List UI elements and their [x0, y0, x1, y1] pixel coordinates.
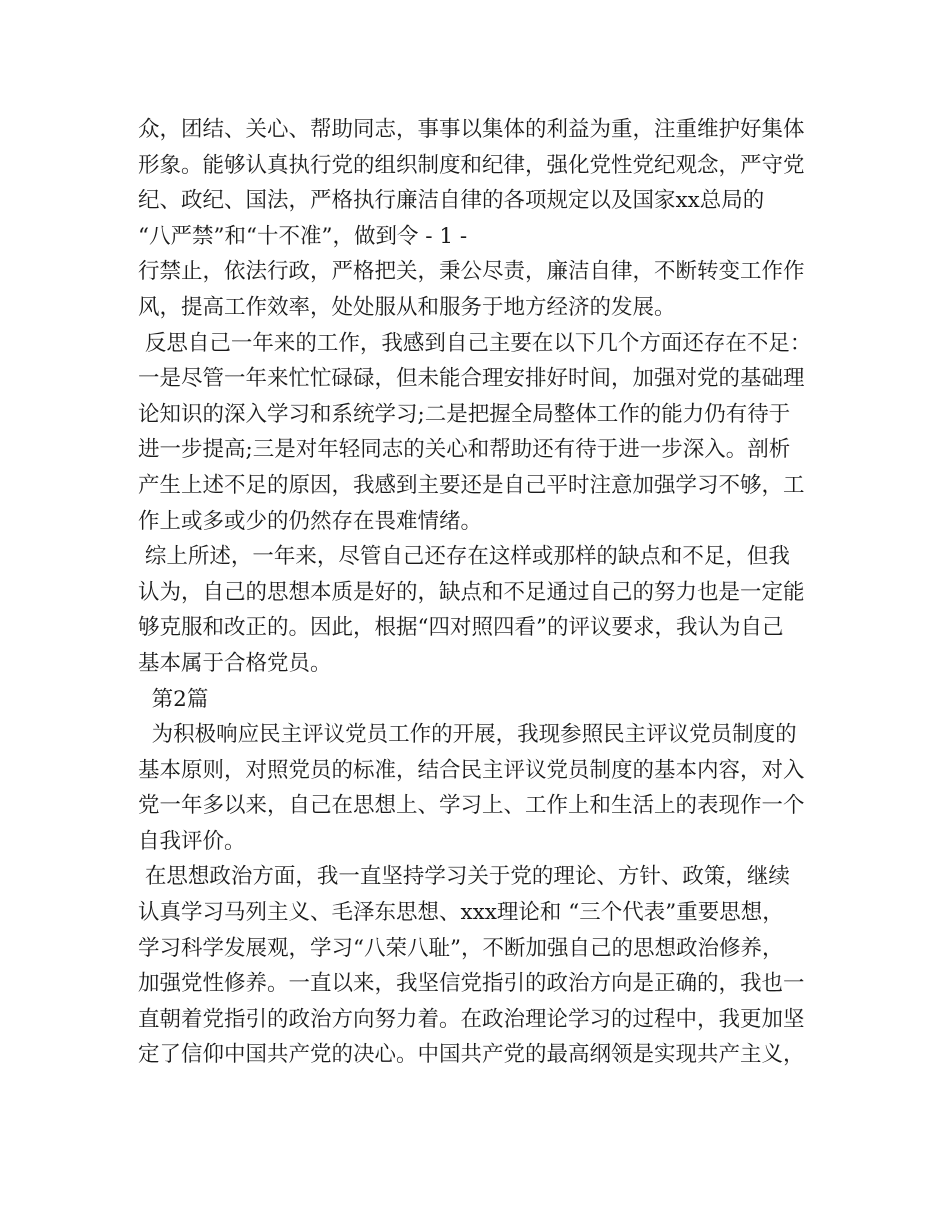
text-line: 基本原则，对照党员的标准，结合民主评议党员制度的基本内容，对入 [138, 757, 805, 783]
text-line: 党一年多以来，自己在思想上、学习上、工作上和生活上的表现作一个 [138, 793, 805, 819]
section-heading: 第2篇 [138, 686, 209, 712]
text-line: 学习科学发展观，学习“八荣八耻”，不断加强自己的思想政治修养， [138, 935, 784, 961]
text-line: 形象。能够认真执行党的组织制度和纪律，强化党性党纪观念，严守党 [138, 152, 805, 178]
text-line: 论知识的深入学习和系统学习;二是把握全局整体工作的能力仍有待于 [138, 401, 791, 427]
text-line: 加强党性修养。一直以来，我坚信党指引的政治方向是正确的，我也一 [138, 971, 805, 997]
text-line: 行禁止，依法行政，严格把关，秉公尽责，廉洁自律，不断转变工作作 [138, 259, 805, 285]
text-line: 众，团结、关心、帮助同志，事事以集体的利益为重，注重维护好集体 [138, 117, 805, 142]
text-line: 自我评价。 [138, 828, 246, 854]
text-line: 够克服和改正的。因此，根据“四对照四看”的评议要求，我认为自己 [138, 615, 784, 641]
text-line: 一是尽管一年来忙忙碌碌，但未能合理安排好时间，加强对党的基础理 [138, 366, 805, 392]
text-line: 定了信仰中国共产党的决心。中国共产党的最高纲领是实现共产主义， [138, 1042, 805, 1068]
text-line: 认真学习马列主义、毛泽东思想、xxx理论和 “三个代表”重要思想， [138, 900, 784, 926]
text-line: 风，提高工作效率，处处服从和服务于地方经济的发展。 [138, 294, 676, 320]
text-line: 进一步提高;三是对年轻同志的关心和帮助还有待于进一步深入。剖析 [138, 437, 791, 463]
text-line: 作上或多或少的仍然存在畏难情绪。 [138, 508, 483, 534]
text-line: 纪、政纪、国法，严格执行廉洁自律的各项规定以及国家xx总局的 [138, 188, 765, 214]
text-line: 在思想政治方面，我一直坚持学习关于党的理论、方针、政策，继续 [138, 864, 790, 890]
text-line: 综上所述，一年来，尽管自己还存在这样或那样的缺点和不足，但我 [138, 544, 790, 570]
text-line: 直朝着党指引的政治方向努力着。在政治理论学习的过程中，我更加坚 [138, 1006, 805, 1032]
text-line: 产生上述不足的原因，我感到主要还是自己平时注意加强学习不够，工 [138, 472, 805, 498]
text-line: 反思自己一年来的工作，我感到自己主要在以下几个方面还存在不足： [138, 330, 812, 356]
text-line-with-page-number: “八严禁”和“十不准”，做到令 - 1 - [138, 223, 468, 249]
document-body [138, 112, 828, 1073]
text-line: 为积极响应民主评议党员工作的开展，我现参照民主评议党员制度的 [138, 722, 797, 748]
text-line: 认为，自己的思想本质是好的，缺点和不足通过自己的努力也是一定能 [138, 579, 805, 605]
text-line: 基本属于合格党员。 [138, 650, 332, 676]
